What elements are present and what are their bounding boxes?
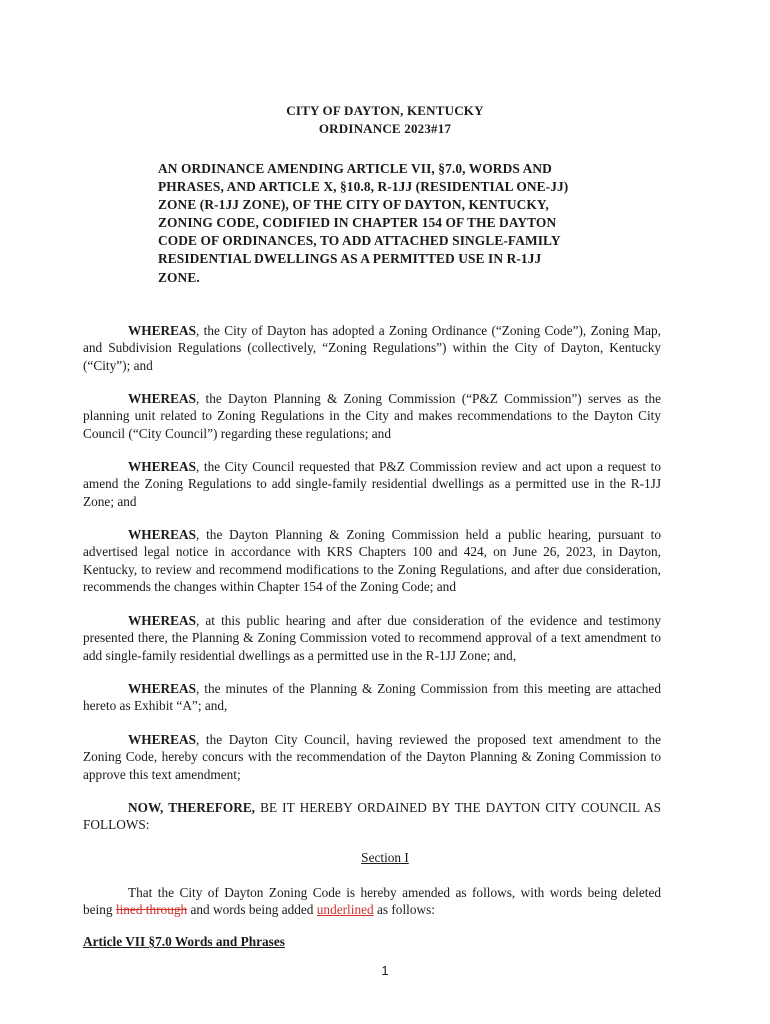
recital-paragraph-5 <box>83 612 661 664</box>
recital-lead: WHEREAS <box>128 459 196 474</box>
recital-paragraph-7 <box>83 731 661 783</box>
recital-text: , the City Council requested that P&Z Commission review and act upon a request to amend the Zoning Regulations to add single-family residential dwellings as a permitted use in the R-1JJ Zone; and <box>83 459 661 509</box>
recital-text: , the Dayton City Council, having reviewed the proposed text amendment to the Zoning Code, hereby concurs with the recommendation of the Dayton Planning & Zoning Commission to approve this text amendment; <box>83 732 661 782</box>
recital-lead: WHEREAS <box>128 527 196 542</box>
recital-text: , the City of Dayton has adopted a Zoning Ordinance (“Zoning Code”), Zoning Map, and Subdivision Regulations (collectively, “Zoning Regulations”) within the City of Dayton, Kentucky (“City”); and <box>83 323 661 373</box>
ordain-lead: NOW, THEREFORE, <box>128 800 256 815</box>
ordinance-title: AN ORDINANCE AMENDING ARTICLE VII, §7.0, WORDS AND PHRASES, AND ARTICLE X, §10.8, R-1JJ (RESIDENTIAL ONE-JJ) ZONE (R-1JJ ZONE), OF THE CITY OF DAYTON, KENTUCKY, ZONING CODE, CODIFIED IN CHAPTER 154 OF THE DAYTON CODE OF ORDINANCES, TO ADD ATTACHED SINGLE-FAMILY RESIDENTIAL DWELLINGS AS A PERMITTED USE IN R-1JJ ZONE. <box>158 161 569 285</box>
recital-lead: WHEREAS <box>128 681 196 696</box>
ordinance-number: ORDINANCE 2023#17 <box>318 121 452 136</box>
recital-lead: WHEREAS <box>128 323 196 338</box>
recital-paragraph-6 <box>83 680 661 715</box>
underline-sample: underlined <box>316 902 374 918</box>
amend-text-before: That the City of Dayton Zoning Code is hereby amended as follows, with words being deleted being <box>83 885 661 918</box>
strikethrough-sample: lined through <box>115 902 188 918</box>
recital-text: , at this public hearing and after due consideration of the evidence and testimony presented there, the Planning & Zoning Commission voted to recommend approval of a text amendment to add single-family residential dwellings as a permitted use in the R-1JJ Zone; and, <box>83 613 661 663</box>
city-heading: CITY OF DAYTON, KENTUCKY <box>286 103 484 118</box>
recital-paragraph-3 <box>83 458 661 510</box>
ordaining-clause <box>83 799 661 834</box>
ordain-text: BE IT HEREBY ORDAINED BY THE DAYTON CITY COUNCIL AS FOLLOWS: <box>83 800 661 833</box>
recital-lead: WHEREAS <box>128 613 196 628</box>
amendment-intro <box>83 884 661 919</box>
recital-paragraph-1 <box>83 322 661 374</box>
article-heading: Article VII §7.0 Words and Phrases <box>83 934 285 949</box>
recital-text: , the Dayton Planning & Zoning Commission held a public hearing, pursuant to advertised legal notice in accordance with KRS Chapters 100 and 424, on June 26, 2023, in Dayton, Kentucky, to review and recommend modifications to the Zoning Regulations, and after due consideration, recommends the changes within Chapter 154 of the Zoning Code; and <box>83 527 661 595</box>
recital-text: , the minutes of the Planning & Zoning Commission from this meeting are attached hereto as Exhibit “A”; and, <box>83 681 661 714</box>
section-heading: Section I <box>361 850 409 865</box>
recital-paragraph-4 <box>83 526 661 596</box>
recital-text: , the Dayton Planning & Zoning Commission (“P&Z Commission”) serves as the planning unit related to Zoning Regulations in the City and makes recommendations to the Dayton City Council (“City Council”) regarding these regulations; and <box>83 391 661 441</box>
amend-text-after: as follows: <box>373 902 435 918</box>
recital-lead: WHEREAS <box>128 732 196 747</box>
recital-paragraph-2 <box>83 390 661 442</box>
amend-text-middle: and words being added <box>187 902 317 918</box>
recital-lead: WHEREAS <box>128 391 196 406</box>
page-number: 1 <box>381 963 389 978</box>
